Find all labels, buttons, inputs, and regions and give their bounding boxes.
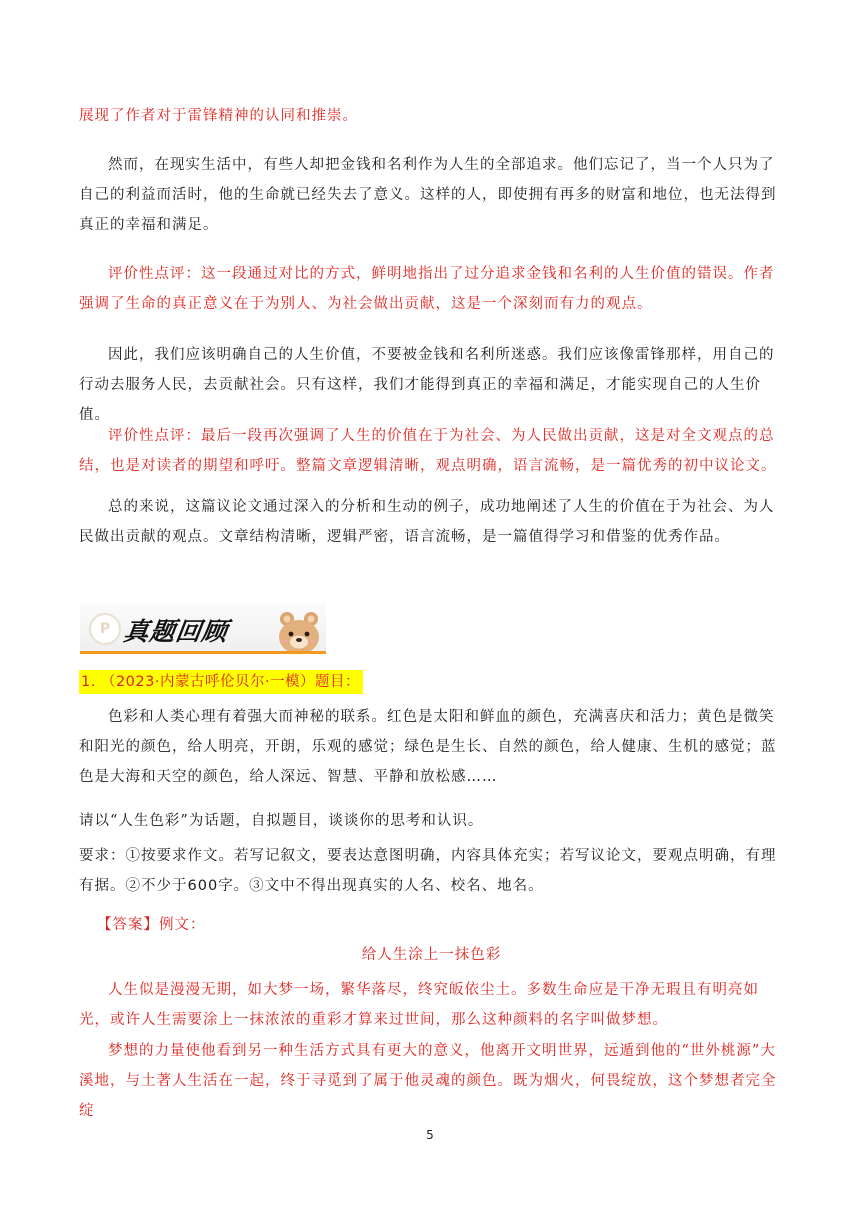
answer-tag: 【答案】 (97, 917, 159, 933)
page-number: 5 (426, 1128, 434, 1142)
requirements-text-a: 要求：①按要求作文。若写记叙文，要表达意图明确，内容具体充实；若写议论文，要观点明确，有理有据。②不少于 (79, 848, 777, 894)
answer-label: 例文： (159, 917, 206, 933)
evaluation-comment-1: 评价性点评：这一段通过对比的方式，鲜明地指出了过分追求金钱和名利的人生价值的错误。作者强调了生命的真正意义在于为别人、为社会做出贡献，这是一个深刻而有力的观点。 (79, 266, 775, 312)
question-requirements (79, 841, 784, 901)
body-paragraph-1: 然而，在现实生活中，有些人却把金钱和名利作为人生的全部追求。他们忘记了，当一个人只为了自己的利益而活时，他的生命就已经失去了意义。这样的人，即使拥有再多的财富和地位，也无法得到真正的幸福和满足。 (79, 157, 777, 233)
summary-paragraph: 总的来说，这篇议论文通过深入的分析和生动的例子，成功地阐述了人生的价值在于为社会、为人民做出贡献的观点。文章结构清晰，逻辑严密，语言流畅，是一篇值得学习和借鉴的优秀作品。 (79, 499, 775, 545)
answer-line (79, 913, 784, 937)
evaluation-comment-2: 评价性点评：最后一段再次强调了人生的价值在于为社会、为人民做出贡献，这是对全文观点的总结，也是对读者的期望和呼吁。整篇文章逻辑清晰，观点明确，语言流畅，是一篇优秀的初中议论文。 (79, 428, 777, 474)
bear-mascot-icon (265, 607, 325, 653)
body-paragraph-2: 因此，我们应该明确自己的人生价值，不要被金钱和名利所迷惑。我们应该像雷锋那样，用自己的行动去服务人民，去贡献社会。只有这样，我们才能得到真正的幸福和满足，才能实现自己的人生价值。 (79, 347, 775, 423)
essay-title: 给人生涂上一抹色彩 (361, 947, 502, 963)
paragraph-continuation: 展现了作者对于雷锋精神的认同和推崇。 (79, 108, 358, 124)
requirements-word-count: 600 (187, 878, 219, 894)
question-topic: 请以“人生色彩”为话题，自拟题目，谈谈你的思考和认识。 (79, 813, 484, 829)
section-banner-title: 真题回顾 (121, 617, 230, 646)
section-banner-review (80, 603, 326, 654)
question-prompt: 色彩和人类心理有着强大而神秘的联系。红色是太阳和鲜血的颜色，充满喜庆和活力；黄色是微笑和阳光的颜色，给人明亮，开朗，乐观的感觉；绿色是生长、自然的颜色，给人健康、生机的感觉；蓝色是大海和天空的颜色，给人深远、智慧、平静和放松感…… (79, 709, 777, 785)
question-header: 1. （2023·内蒙古呼伦贝尔·一模）题目： (79, 670, 363, 694)
essay-paragraph-2: 梦想的力量使他看到另一种生活方式具有更大的意义，他离开文明世界，远遁到他的“世外桃源”大溪地，与土著人生活在一起，终于寻觅到了属于他灵魂的颜色。既为烟火，何畏绽放，这个梦想者完全绽 (79, 1043, 777, 1119)
essay-paragraph-1: 人生似是漫漫无期，如大梦一场，繁华落尽，终究皈依尘土。多数生命应是干净无瑕且有明亮如光，或许人生需要涂上一抹浓浓的重彩才算来过世间，那么这种颜料的名字叫做梦想。 (79, 982, 759, 1028)
brand-logo-icon: P (89, 613, 121, 645)
requirements-text-b: 字。③文中不得出现真实的人名、校名、地名。 (218, 878, 544, 894)
